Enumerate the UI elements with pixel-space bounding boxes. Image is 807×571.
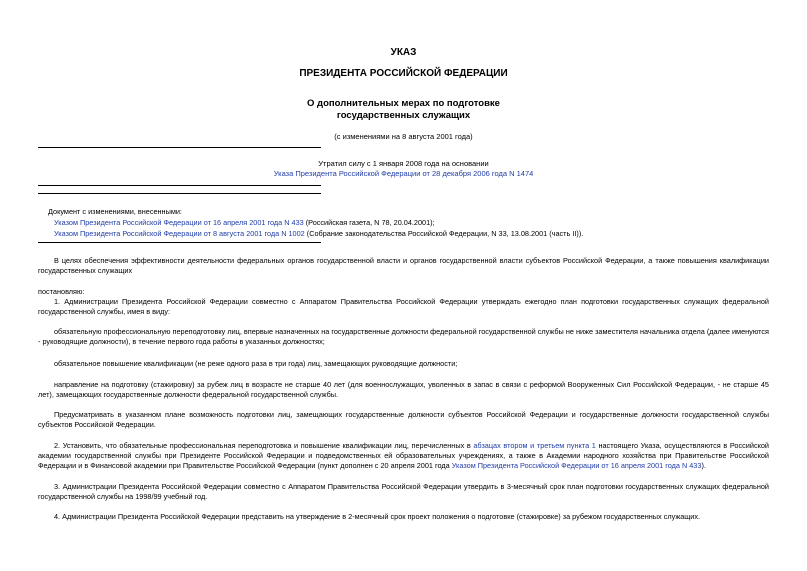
amendment-item [48,217,583,228]
clause-reference-link[interactable]: абзацах втором и третьем пункта 1 [473,441,596,450]
paragraph-1: 1. Администрации Президента Российской Федерации совместно с Аппаратом Правительства Российской Федерации утверждать ежегодно план подготовки государственных служащих федеральной государственной службы, имея в виду: [38,297,769,316]
amendments-block [48,206,583,239]
amendments-heading: Документ с изменениями, внесенными: [48,207,182,216]
paragraph-1-item-d: Предусматривать в указанном плане возможность подготовки лиц, замещающих государственные должности субъектов Российской Федерации и государственные должности государственной службы субъектов Российской Федерации. [38,410,769,429]
amendment-link[interactable]: Указом Президента Российской Федерации от 8 августа 2001 года N 1002 [54,229,305,238]
subject-line-2: государственных служащих [336,110,471,121]
subject-line-1: О дополнительных мерах по подготовке [307,98,500,109]
amendment-reference-link[interactable]: Указом Президента Российской Федерации от 16 апреля 2001 года N 433 [451,461,702,470]
paragraph-4: 4. Администрации Президента Российской Федерации представить на утверждение в 2-месячный срок проект положения о подготовке (стажировке) за рубежом государственных служащих. [54,512,701,521]
paragraph-2 [38,441,769,471]
divider [38,242,321,243]
document-type-heading: УКАЗ [390,47,417,58]
amendment-link[interactable]: Указом Президента Российской Федерации от 16 апреля 2001 года N 433 [54,218,304,227]
expired-basis-link[interactable]: Указа Президента Российской Федерации от 28 декабря 2006 года N 1474 [273,169,534,178]
divider [38,185,321,186]
issuer-heading: ПРЕЗИДЕНТА РОССИЙСКОЙ ФЕДЕРАЦИИ [299,68,508,79]
amendment-source: (Собрание законодательства Российской Федерации, N 33, 13.08.2001 (часть II)). [304,229,584,238]
expired-notice [0,159,807,179]
amendment-source: (Российская газета, N 78, 20.04.2001); [303,218,435,227]
paragraph-2-end: ). [701,461,706,470]
paragraph-1-item-c: направление на подготовку (стажировку) за рубеж лиц в возрасте не старше 40 лет (для военнослужащих, уволенных в запас в связи с реформой Вооруженных Сил Российской Федерации, - не старше 45 лет), замещающих государственные должности федеральной государственной службы. [38,380,769,399]
paragraph-intro: В целях обеспечения эффективности деятельности федеральных органов государственной власти и органов государственной власти субъектов Российской Федерации, а также повышения квалификации государственных служащих [38,256,769,275]
divider [38,193,321,194]
expired-text: Утратил силу с 1 января 2008 года на основании [318,159,489,168]
amendment-item [48,228,583,239]
edition-note: (с изменениями на 8 августа 2001 года) [334,132,473,141]
paragraph-2-middle: настоящего Указа, осуществляются в Российской академии государственной службы при Президенте Российской Федерации и подведомственных ей образовательных учреждениях, а также в Академии народного хозяйства при Правительстве Российской Федерации и в Финансовой академии при Правительстве Российской Федерации (пункт дополнен с 20 апреля 2001 года [38,441,769,470]
paragraph-1-item-a: обязательную профессиональную переподготовку лиц, впервые назначенных на государственные должности федеральной государственной службы не ниже заместителя начальника отдела (далее именуются - руководящие должности), в течение первого года работы в указанных должностях; [38,327,769,346]
paragraph-3: 3. Администрации Президента Российской Федерации совместно с Аппаратом Правительства Российской Федерации утвердить в 3-месячный срок план подготовки государственных служащих федеральной государственной службы на 1998/99 учебный год. [38,482,769,501]
paragraph-decree: постановляю: [38,287,85,296]
paragraph-2-start: 2. Установить, что обязательные профессиональная переподготовка и повышение квалификации лиц, перечисленных в [54,441,474,450]
divider [38,147,321,148]
paragraph-1-item-b: обязательное повышение квалификации (не реже одного раза в три года) лиц, замещающих руководящие должности; [54,359,458,368]
document-subject [0,98,807,122]
